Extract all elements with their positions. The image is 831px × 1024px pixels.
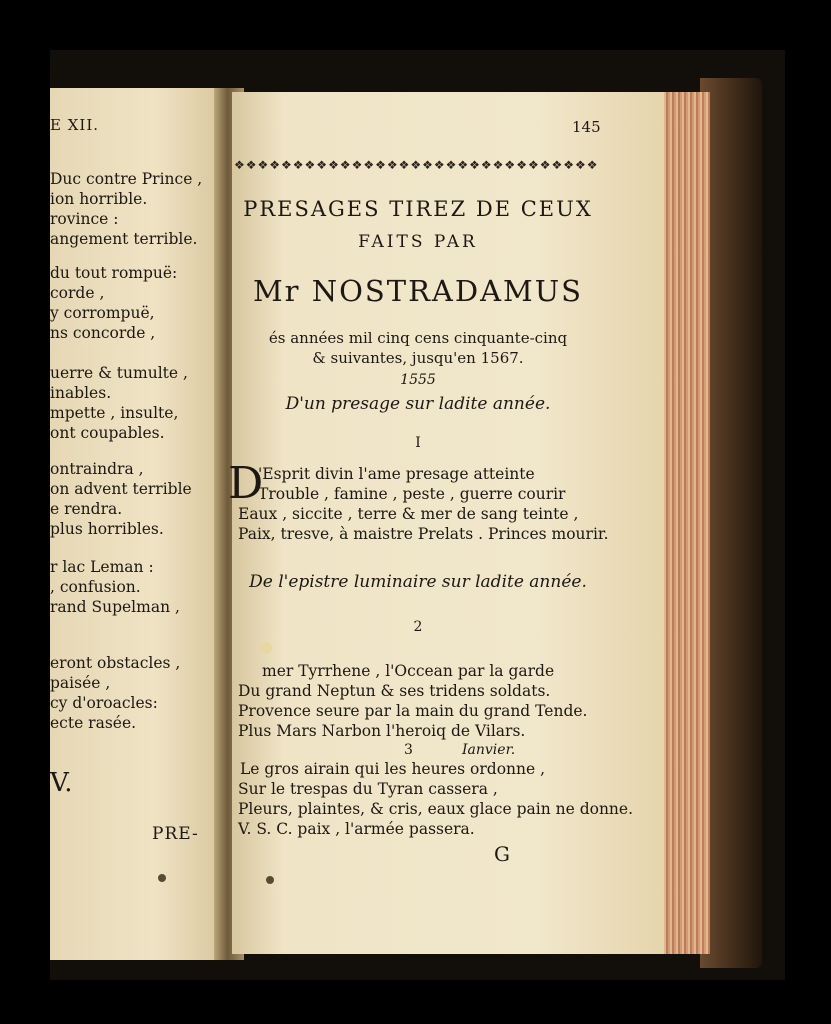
right-page [228, 92, 664, 954]
left-line: ontraindra , [50, 460, 144, 478]
signature-mark: V. [50, 768, 73, 798]
left-line: ion horrible. [50, 190, 148, 208]
left-line: ns concorde , [50, 324, 156, 342]
year-label: 1555 [400, 372, 436, 388]
subtitle-line-2: & suivantes, jusqu'en 1567. [312, 349, 524, 367]
left-line: cy d'oroacles: [50, 694, 158, 712]
verse-line: Eaux , siccite , terre & mer de sang teinte , [238, 505, 579, 523]
verse-line: Plus Mars Narbon l'heroiq de Vilars. [238, 722, 526, 740]
left-line: r lac Leman : [50, 558, 154, 576]
verse-number-2: 2 [413, 619, 423, 635]
verse-line: Paix, tresve, à maistre Prelats . Princes mourir. [238, 525, 609, 543]
title-line-2: FAITS PAR [358, 232, 478, 252]
ornament-band: ❖❖❖❖❖❖❖❖❖❖❖❖❖❖❖❖❖❖❖❖❖❖❖❖❖❖❖❖❖❖❖ [234, 158, 599, 172]
page-fore-edge [660, 92, 710, 954]
verse-number-3: 3 [404, 742, 413, 758]
paper-blemish [266, 876, 274, 884]
verse-line: Provence seure par la main du grand Tende. [238, 702, 588, 720]
month-label: Ianvier. [462, 742, 516, 758]
drop-cap: D [228, 458, 264, 509]
left-line: uerre & tumulte , [50, 364, 188, 382]
left-line: on advent terrible [50, 480, 192, 498]
section-heading-2: De l'epistre luminaire sur ladite année. [249, 572, 587, 592]
verse-number-1: I [415, 435, 421, 451]
left-line: rovince : [50, 210, 119, 228]
verse-line: Le gros airain qui les heures ordonne , [240, 760, 546, 778]
left-line: Duc contre Prince , [50, 170, 203, 188]
page-number: 145 [572, 118, 601, 136]
left-line: corde , [50, 284, 105, 302]
catchword: PRE- [152, 824, 199, 844]
verse-line: Pleurs, plaintes, & cris, eaux glace pain ne donne. [238, 800, 634, 818]
verse-line: mer Tyrrhene , l'Occean par la garde [262, 662, 555, 680]
paper-stain [260, 642, 272, 654]
left-line: e rendra. [50, 500, 123, 518]
left-line: rand Supelman , [50, 598, 180, 616]
left-line: ecte rasée. [50, 714, 137, 732]
left-line: angement terrible. [50, 230, 198, 248]
left-line: inables. [50, 384, 112, 402]
left-line: du tout rompuë: [50, 264, 178, 282]
subtitle-line-1: és années mil cinq cens cinquante-cinq [268, 329, 568, 347]
verse-line: 'Esprit divin l'ame presage atteinte [258, 465, 535, 483]
verse-line: Sur le trespas du Tyran cassera , [238, 780, 498, 798]
verse-line: Trouble , famine , peste , guerre courir [258, 485, 566, 503]
paper-blemish [158, 874, 166, 882]
left-line: mpette , insulte, [50, 404, 179, 422]
signature-letter: G [494, 842, 510, 866]
verse-line: Du grand Neptun & ses tridens soldats. [238, 682, 551, 700]
left-line: paisée , [50, 674, 111, 692]
verse-line: V. S. C. paix , l'armée passera. [238, 820, 475, 838]
section-heading-1: D'un presage sur ladite année. [285, 394, 551, 414]
title-line-1: PRESAGES TIREZ DE CEUX [243, 197, 593, 221]
left-page [50, 88, 224, 960]
left-line: eront obstacles , [50, 654, 181, 672]
left-line: y corrompuë, [50, 304, 155, 322]
left-line: , confusion. [50, 578, 141, 596]
left-line: plus horribles. [50, 520, 164, 538]
title-line-3: Mr NOSTRADAMUS [252, 274, 584, 308]
left-line: ont coupables. [50, 424, 165, 442]
left-page-header: E XII. [50, 116, 100, 134]
